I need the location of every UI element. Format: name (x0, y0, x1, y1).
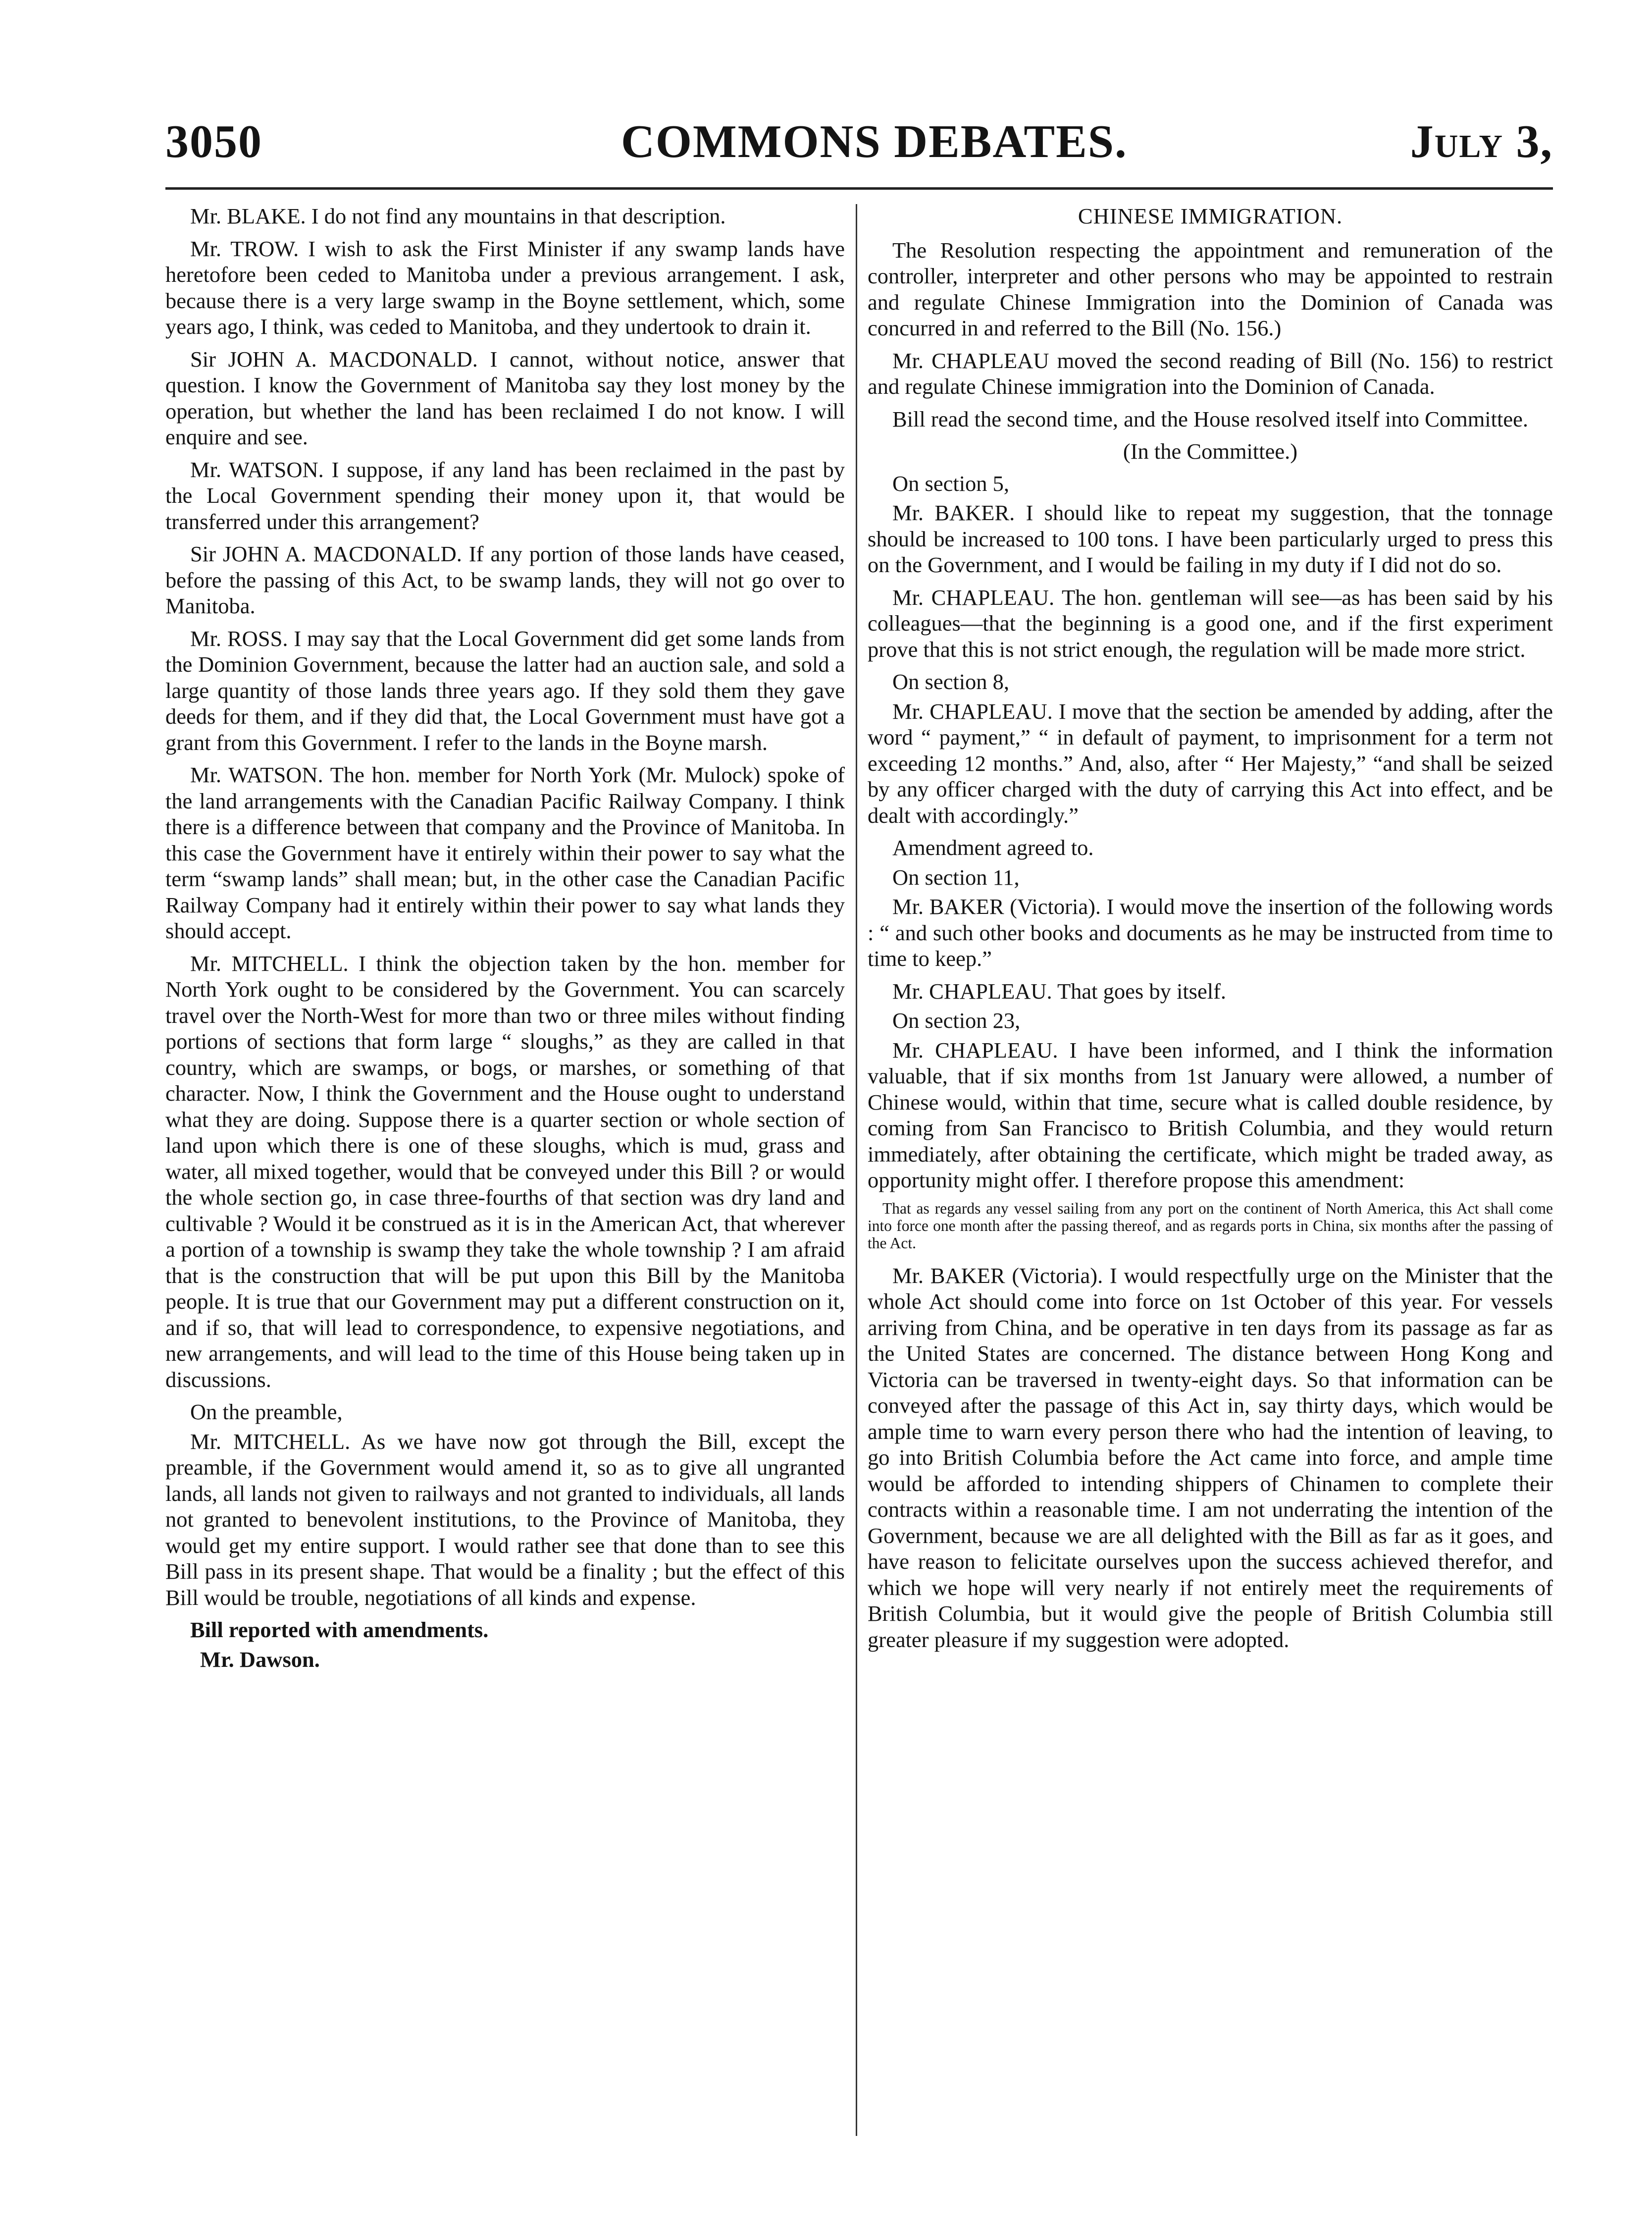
paragraph: On section 23, (892, 1008, 1021, 1033)
paragraph: Mr. BAKER. I should like to repeat my suggestion, that the tonnage should be increased to 100 tons. I have been particularly urged to press this on the Government, and I would be failing in my duty if I did not do so. (868, 500, 1553, 577)
journal-title: COMMONS DEBATES. (621, 116, 1128, 167)
paragraph: Mr. BAKER (Victoria). I would respectfully urge on the Minister that the whole Act should come into force on 1st October of this year. For vessels arriving from China, and be operative in ten days from its passage as far as the United States are concerned. The distance between Hong Kong and Victoria can be traversed in twenty-eight days. So that information can be conveyed after the passage of this Act in, say thirty days, which would be ample time to warn every person there who had the intention of leaving, to go into British Columbia before the Act came into force, and ample time would be afforded to intending shippers of Chinamen to complete their contracts within a reasonable time. I am not underrating the intention of the Government, because we are all delighted with the Bill as far as it goes, and have reason to felicitate ourselves upon the success achieved therefor, and which we hope will very nearly if not entirely meet the requirements of British Columbia, but it would give the people of British Columbia still greater pleasure if my suggestion were adopted. (868, 1263, 1553, 1652)
paragraph: Bill reported with amendments. (190, 1617, 489, 1642)
column-divider (856, 204, 857, 2136)
paragraph: Mr. CHAPLEAU. That goes by itself. (892, 978, 1227, 1004)
paragraph: On section 5, (892, 471, 1010, 496)
paragraph: On the preamble, (190, 1399, 343, 1424)
header-rule (165, 187, 1553, 190)
right-column (868, 203, 1553, 1659)
section-heading: CHINESE IMMIGRATION. (1078, 204, 1343, 228)
paragraph: Bill read the second time, and the House resolved itself into Committee. (892, 406, 1529, 431)
paragraph: Mr. CHAPLEAU. The hon. gentleman will see—as has been said by his colleagues—that the beginning is a good one, and if the first experiment prove that this is not strict enough, the regulation will be made more strict. (868, 585, 1553, 662)
paragraph: Mr. MITCHELL. I think the objection taken by the hon. member for North York ought to be considered by the Government. You can scarcely travel over the North-West for more than two or three miles without finding portions of sections that form large “ sloughs,” as they are called in that country, which are swamps, or bogs, or marshes, or something of that character. Now, I think the Government and the House ought to understand what they are doing. Suppose there is a quarter section or whole section of land upon which there is one of these sloughs, which is mud, grass and water, all mixed together, would that be conveyed under this Bill ? or would the whole section go, in case three-fourths of that section was dry land and cultivable ? Would it be construed as it is in the American Act, that wherever a portion of a township is swamp they take the whole township ? I am afraid that is the construction that will be put upon this Bill by the Manitoba people. It is true that our Government may put a different construction on it, and if so, that will lead to correspondence, to expensive negotiations, and new arrangements, and will lead to the time of this House being taken up in discussions. (165, 951, 845, 1392)
paragraph: Mr. ROSS. I may say that the Local Government did get some lands from the Dominion Government, because the latter had an auction sale, and sold a large quantity of those lands three years ago. If they sold them they gave deeds for them, and if they did that, the Local Government must have got a grant from this Government. I refer to the lands in the Boyne marsh. (165, 626, 845, 755)
left-column (165, 203, 845, 1672)
paragraph: Mr. CHAPLEAU. I move that the section be amended by adding, after the word “ payment,” “ in default of payment, to imprisonment for a term not exceeding 12 months.” And, also, after “ Her Majesty,” “and shall be seized by any officer charged with the duty of carrying this Act into effect, and be dealt with accordingly.” (868, 698, 1553, 828)
amendment-text: That as regards any vessel sailing from any port on the continent of North America, this Act shall come into force one month after the passing thereof, and as regards ports in China, six months after the passing of the Act. (868, 1199, 1553, 1252)
paragraph: On section 8, (892, 669, 1010, 694)
header-date: July 3, (1410, 116, 1553, 167)
paragraph: The Resolution respecting the appointment and remuneration of the controller, interpreter and other persons who may be appointed to restrain and regulate Chinese Immigration into the Dominion of Canada was concurred in and referred to the Bill (No. 156.) (868, 237, 1553, 340)
paragraph: Mr. CHAPLEAU. I have been informed, and I think the information valuable, that if six months from 1st January were allowed, a number of Chinese would, within that time, secure what is called double residence, by coming from San Francisco to British Columbia, and they would return immediately, after obtaining the certificate, which might be traded away, as opportunity might offer. I therefore propose this amendment: (868, 1037, 1553, 1192)
paragraph: Sir JOHN A. MACDONALD. If any portion of those lands have ceased, before the passing of this Act, to be swamp lands, they will not go over to Manitoba. (165, 541, 845, 618)
paragraph: Mr. MITCHELL. As we have now got through the Bill, except the preamble, if the Government would amend it, so as to give all ungranted lands, all lands not given to railways and not granted to individuals, all lands not granted to benevolent institutions, to the Province of Manitoba, they would get my entire support. I would rather see that done than to see this Bill pass in its present shape. That would be a finality ; but the effect of this Bill would be trouble, negotiations of all kinds and expense. (165, 1429, 845, 1610)
page-number: 3050 (165, 116, 262, 167)
paragraph: Mr. WATSON. I suppose, if any land has been reclaimed in the past by the Local Government spending their money upon it, that would be transferred under this arrangement? (165, 457, 845, 534)
signature-dawson: Mr. Dawson. (200, 1647, 320, 1672)
paragraph: Sir JOHN A. MACDONALD. I cannot, without notice, answer that question. I know the Government of Manitoba say they lost money by the operation, but whether the land has been reclaimed I do not know. I will enquire and see. (165, 346, 845, 449)
paragraph: Mr. TROW. I wish to ask the First Minister if any swamp lands have heretofore been ceded to Manitoba under a previous arrangement. I ask, because there is a very large swamp in the Boyne settlement, which, some years ago, I think, was ceded to Manitoba, and they undertook to drain it. (165, 236, 845, 339)
committee-heading: (In the Committee.) (1123, 439, 1298, 464)
paragraph: Mr. WATSON. The hon. member for North York (Mr. Mulock) spoke of the land arrangements with the Canadian Pacific Railway Company. I think there is a difference between that company and the Province of Manitoba. In this case the Government have it entirely within their power to say what the term “swamp lands” shall mean; but, in the other case the Canadian Pacific Railway Company had it entirely within their power to say what lands they should accept. (165, 762, 845, 943)
page-header (165, 115, 1553, 174)
paragraph: Mr. BLAKE. I do not find any mountains in that description. (190, 204, 726, 228)
paragraph: On section 11, (892, 864, 1020, 890)
paragraph: Mr. CHAPLEAU moved the second reading of Bill (No. 156) to restrict and regulate Chinese immigration into the Dominion of Canada. (868, 348, 1553, 399)
paragraph: Mr. BAKER (Victoria). I would move the insertion of the following words : “ and such other books and documents as he may be instructed from time to time to keep.” (868, 894, 1553, 971)
paragraph: Amendment agreed to. (892, 835, 1094, 860)
